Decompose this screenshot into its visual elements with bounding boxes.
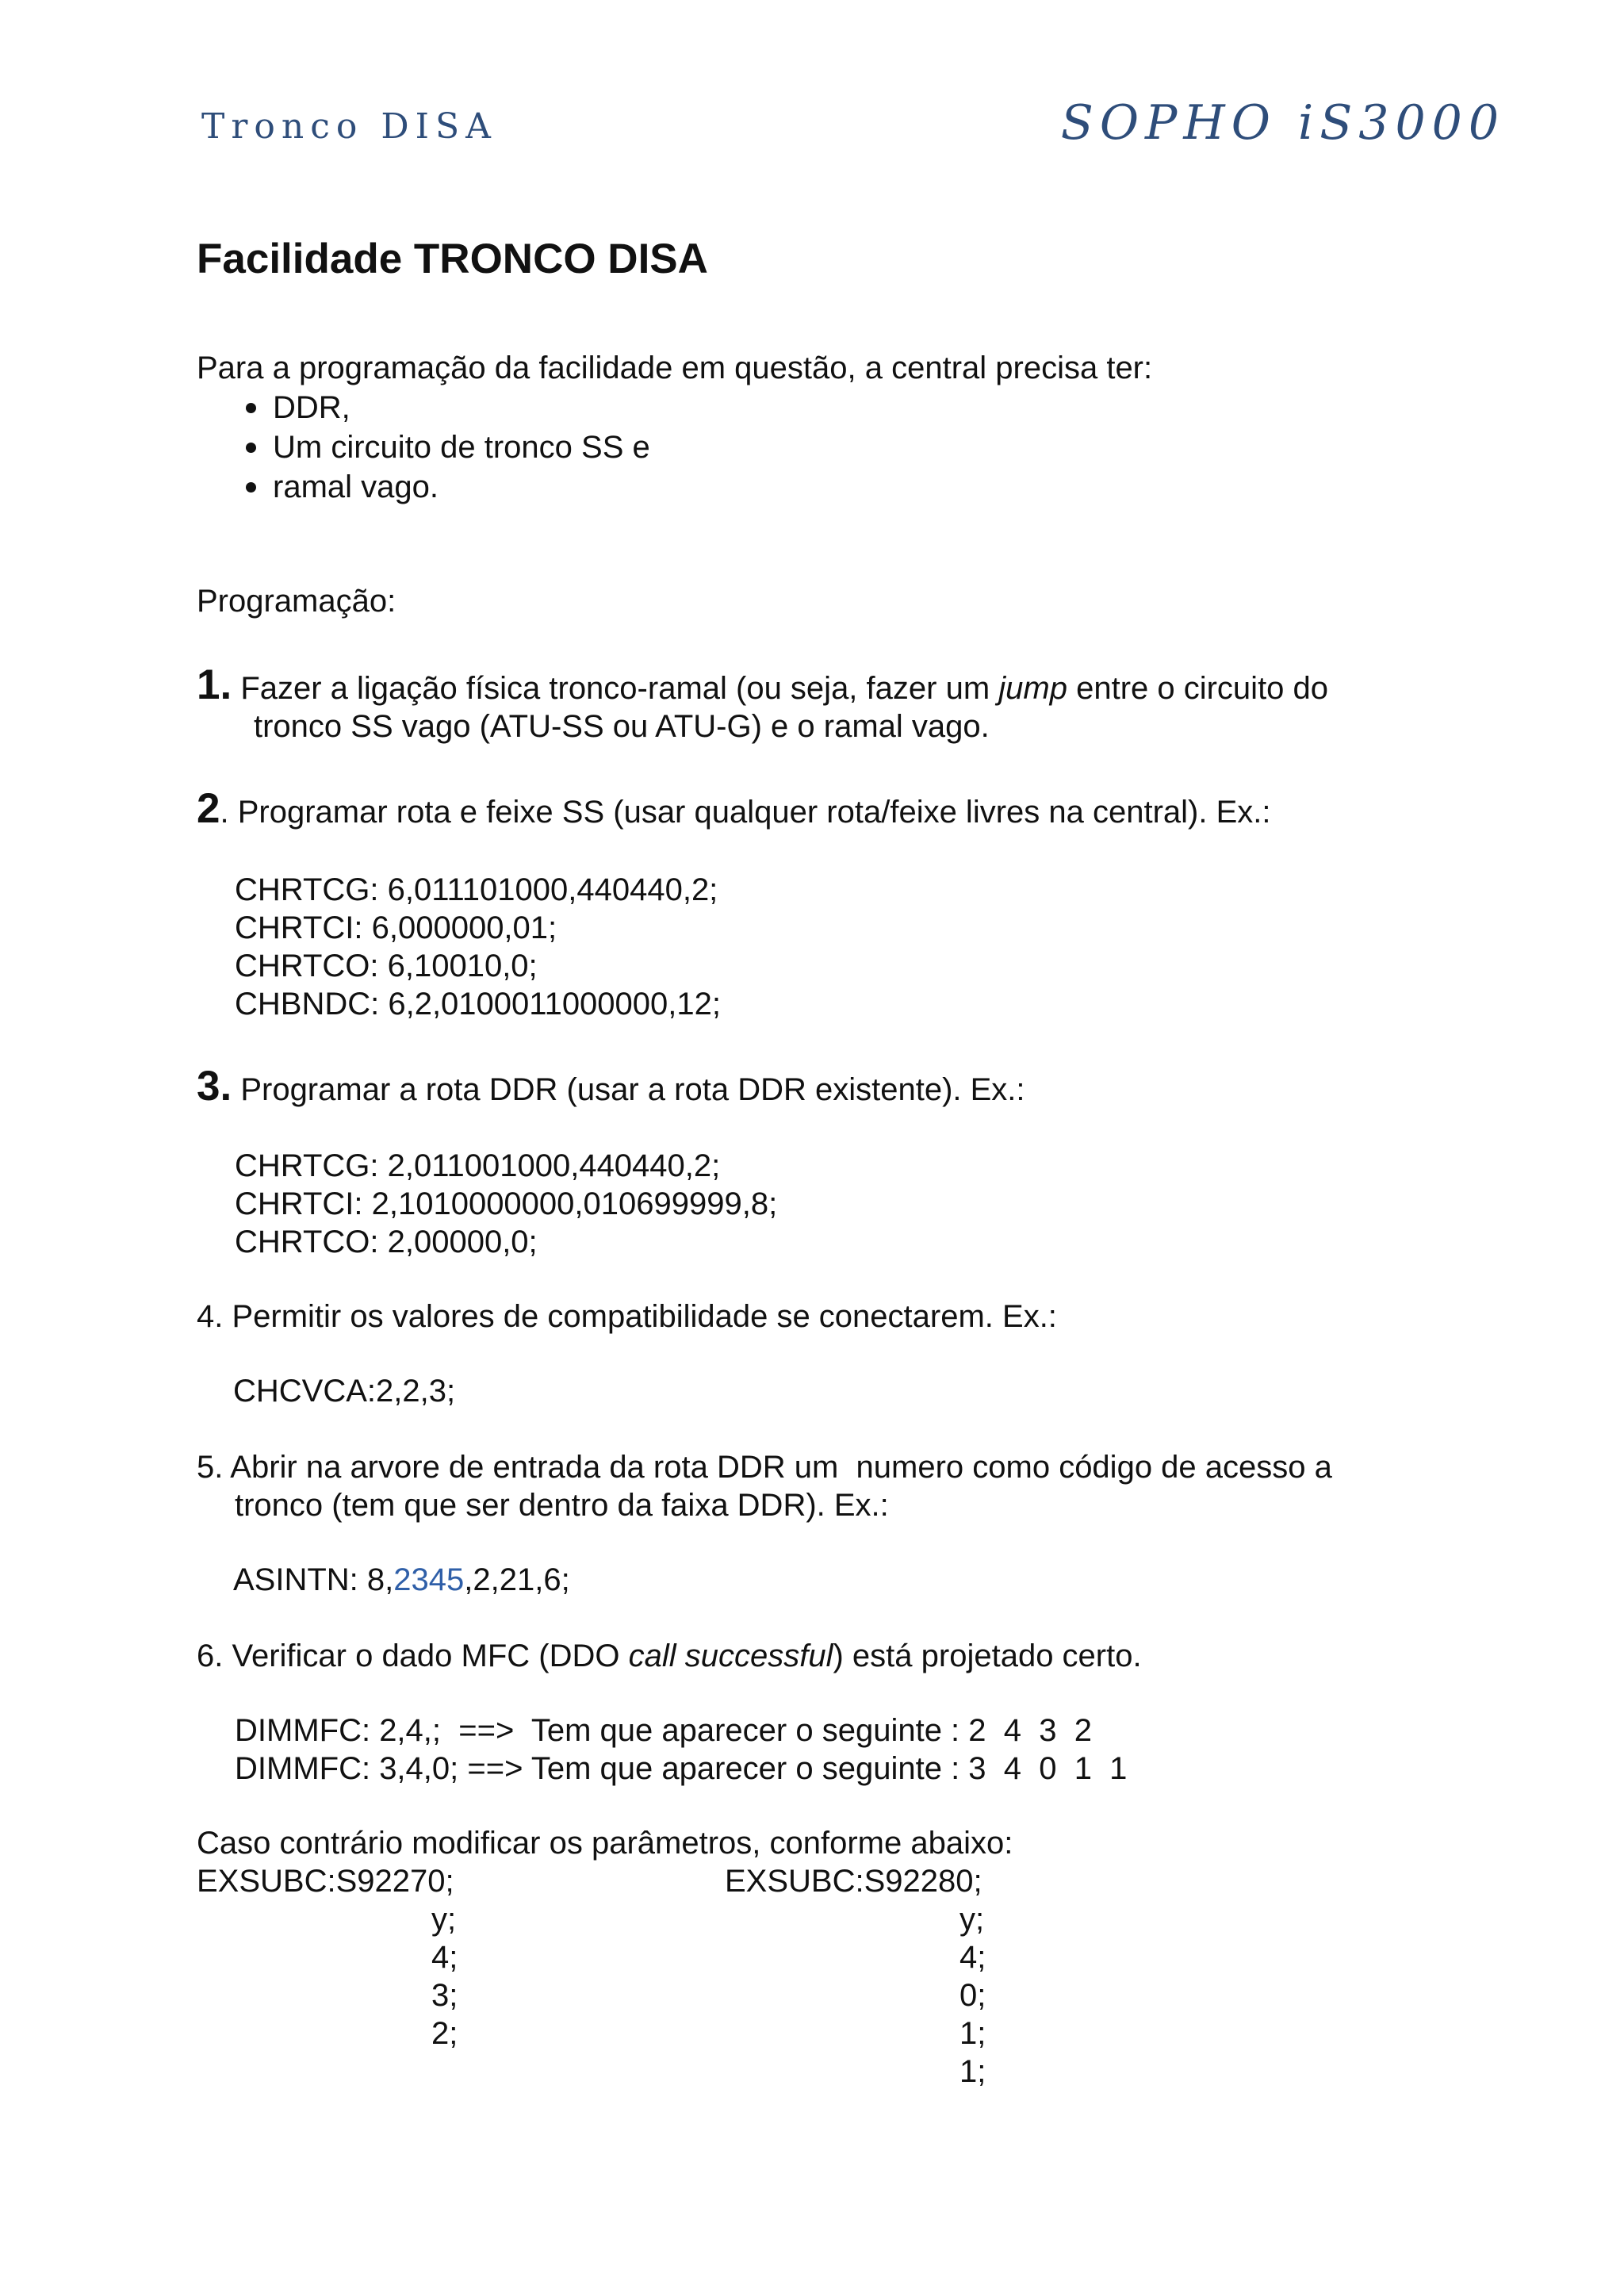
step-1-line-1: 1. Fazer a ligação física tronco-ramal (ou seja, fazer um jump entre o circuito do — [197, 661, 1329, 708]
step-3-command: CHRTCI: 2,1010000000,010699999,8; — [235, 1186, 778, 1221]
exsubc-right-value: 4; — [959, 1940, 986, 1975]
exsubc-right-value: 1; — [959, 2016, 986, 2051]
exsubc-left-value: y; — [431, 1902, 457, 1937]
exsubc-right-value: y; — [959, 1902, 985, 1937]
step-1-line-2: tronco SS vago (ATU-SS ou ATU-G) e o ramal vago. — [254, 709, 990, 744]
exsubc-left-command: EXSUBC:S92270; — [197, 1864, 454, 1899]
step-6-command: DIMMFC: 3,4,0; ==> Tem que aparecer o seguinte : 3 4 0 1 1 — [235, 1751, 1128, 1786]
step-4-heading: 4. Permitir os valores de compatibilidade se conectarem. Ex.: — [197, 1299, 1057, 1334]
step-6-heading: 6. Verificar o dado MFC (DDO call successful) está projetado certo. — [197, 1639, 1142, 1673]
step-3-command: CHRTCG: 2,011001000,440440,2; — [235, 1148, 721, 1183]
step-2-command: CHRTCG: 6,011101000,440440,2; — [235, 872, 718, 907]
exsubc-right-command: EXSUBC:S92280; — [725, 1864, 982, 1899]
step-5-command: ASINTN: 8,2345,2,21,6; — [233, 1562, 570, 1597]
exsubc-left-value: 4; — [431, 1940, 458, 1975]
intro-text: Para a programação da facilidade em questão, a central precisa ter: — [197, 351, 1153, 385]
step-2-heading: 2. Programar rota e feixe SS (usar qualquer rota/feixe livres na central). Ex.: — [197, 785, 1271, 832]
programacao-label: Programação: — [197, 584, 396, 619]
requirement-item: ramal vago. — [243, 468, 439, 506]
requirement-item: Um circuito de tronco SS e — [243, 428, 650, 466]
exsubc-right-value: 0; — [959, 1978, 986, 2013]
exsubc-left-value: 3; — [431, 1978, 458, 2013]
step-3-heading: 3. Programar a rota DDR (usar a rota DDR existente). Ex.: — [197, 1063, 1025, 1110]
step-2-command: CHBNDC: 6,2,0100011000000,12; — [235, 987, 722, 1022]
step-4-command: CHCVCA:2,2,3; — [233, 1374, 456, 1409]
step-3-command: CHRTCO: 2,00000,0; — [235, 1225, 538, 1259]
header-left-title: Tronco DISA — [201, 106, 497, 147]
step-6-command: DIMMFC: 2,4,; ==> Tem que aparecer o seguinte : 2 4 3 2 — [235, 1713, 1092, 1748]
otherwise-text: Caso contrário modificar os parâmetros, conforme abaixo: — [197, 1826, 1013, 1861]
document-title: Facilidade TRONCO DISA — [197, 236, 708, 282]
exsubc-left-value: 2; — [431, 2016, 458, 2051]
step-5-line-1: 5. Abrir na arvore de entrada da rota DDR um numero como código de acesso a — [197, 1450, 1332, 1485]
step-2-command: CHRTCO: 6,10010,0; — [235, 949, 538, 983]
requirement-item: DDR, — [243, 389, 350, 427]
step-5-line-2: tronco (tem que ser dentro da faixa DDR). Ex.: — [235, 1488, 889, 1523]
step-2-command: CHRTCI: 6,000000,01; — [235, 910, 557, 945]
header-right-title: SOPHO iS3000 — [1060, 95, 1505, 151]
exsubc-right-value: 1; — [959, 2054, 986, 2089]
